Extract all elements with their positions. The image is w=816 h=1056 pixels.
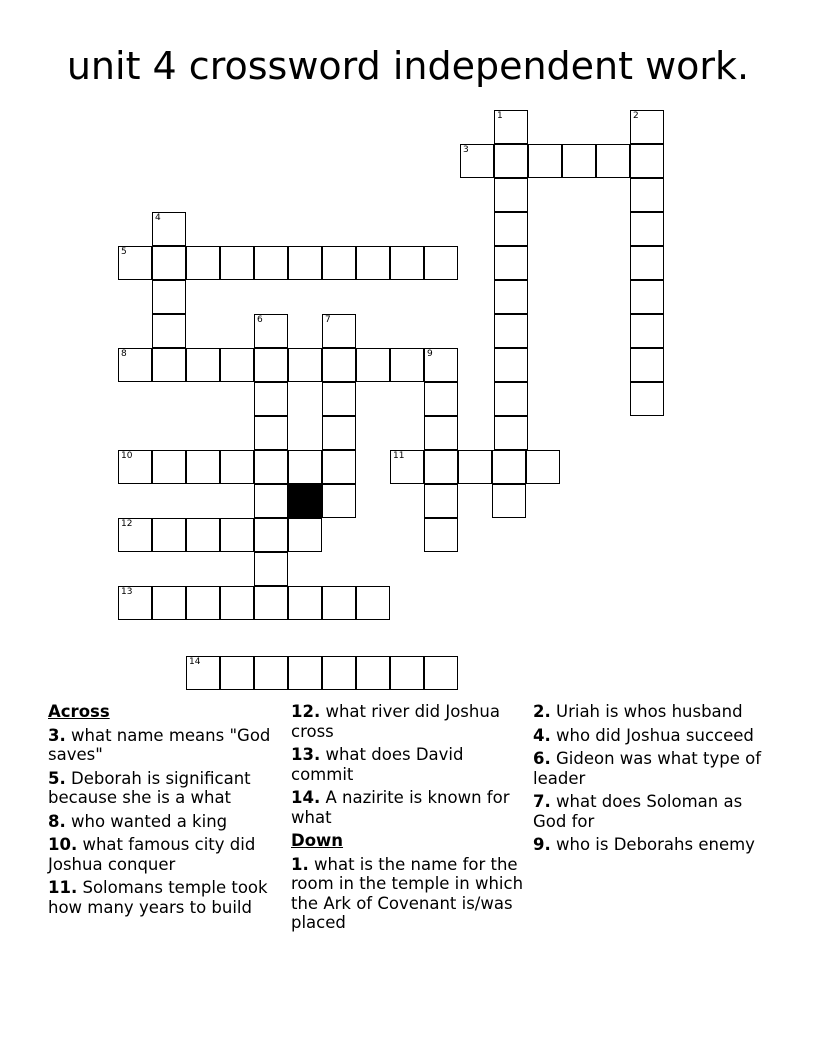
grid-cell[interactable] [254,552,288,586]
clue-number: 1 [497,111,503,121]
grid-cell[interactable] [220,348,254,382]
grid-cell[interactable] [152,586,186,620]
grid-cell[interactable] [630,348,664,382]
grid-cell[interactable] [220,450,254,484]
grid-cell[interactable] [322,656,356,690]
clue-across-14: 14. A nazirite is known for what [291,788,510,827]
clue-number: 12 [121,519,133,529]
clue-number: 2 [633,111,639,121]
grid-cell[interactable] [220,656,254,690]
grid-cell[interactable] [494,416,528,450]
grid-cell[interactable] [494,110,528,144]
clue-number: 7 [325,315,331,325]
grid-cell[interactable] [494,246,528,280]
clue-number: 4 [155,213,161,223]
grid-cell[interactable] [356,246,390,280]
clue-number: 9 [427,349,433,359]
grid-cell[interactable] [186,656,220,690]
grid-cell[interactable] [494,178,528,212]
grid-cell[interactable] [220,518,254,552]
grid-cell[interactable] [322,382,356,416]
grid-cell[interactable] [118,348,152,382]
grid-cell[interactable] [390,348,424,382]
clue-across-11: 11. Solomans temple took how many years to build [48,878,268,917]
grid-cell[interactable] [152,450,186,484]
grid-cell[interactable] [460,144,494,178]
grid-cell[interactable] [254,586,288,620]
grid-cell[interactable] [424,348,458,382]
clue-number: 6 [257,315,263,325]
grid-cell[interactable] [424,450,458,484]
grid-cell[interactable] [220,246,254,280]
clue-number: 11 [393,451,405,461]
grid-cell[interactable] [356,656,390,690]
clue-down-1: 1. what is the name for the room in the temple in which the Ark of Covenant is/was placed [291,854,524,932]
grid-cell[interactable] [492,484,526,518]
grid-cell[interactable] [424,656,458,690]
grid-cell[interactable] [152,212,186,246]
clue-down-7: 7. what does Soloman as God for [533,792,743,831]
grid-cell[interactable] [322,348,356,382]
grid-cell[interactable] [322,484,356,518]
grid-cell[interactable] [630,280,664,314]
grid-cell[interactable] [562,144,596,178]
grid-cell[interactable] [492,450,526,484]
grid-cell[interactable] [254,450,288,484]
grid-cell[interactable] [288,656,322,690]
clue-across-5: 5. Deborah is significant because she is a what [48,768,251,807]
grid-cell[interactable] [528,144,562,178]
grid-cell[interactable] [424,382,458,416]
grid-cell[interactable] [356,586,390,620]
grid-cell[interactable] [322,450,356,484]
grid-cell[interactable] [630,246,664,280]
grid-cell[interactable] [152,348,186,382]
clue-across-12: 12. what river did Joshua cross [291,702,500,741]
grid-cell[interactable] [494,382,528,416]
grid-cell[interactable] [118,450,152,484]
grid-cell[interactable] [494,280,528,314]
clue-number: 5 [121,247,127,257]
grid-cell[interactable] [390,246,424,280]
grid-cell[interactable] [458,450,492,484]
clue-column-left [48,702,284,921]
grid-cell[interactable] [186,348,220,382]
clue-down-2: 2. Uriah is whos husband [533,702,743,721]
grid-cell[interactable] [118,586,152,620]
down-heading: Down [291,831,344,850]
grid-cell[interactable] [630,212,664,246]
grid-cell[interactable] [424,484,458,518]
grid-cell[interactable] [186,518,220,552]
grid-cell[interactable] [152,314,186,348]
grid-cell[interactable] [254,246,288,280]
grid-cell[interactable] [186,246,220,280]
grid-cell[interactable] [254,314,288,348]
grid-cell[interactable] [118,246,152,280]
grid-cell[interactable] [322,314,356,348]
grid-cell[interactable] [494,212,528,246]
grid-cell[interactable] [152,518,186,552]
grid-cell[interactable] [424,518,458,552]
grid-cell[interactable] [118,518,152,552]
grid-cell[interactable] [630,382,664,416]
clue-number: 8 [121,349,127,359]
grid-cell[interactable] [288,348,322,382]
across-heading: Across [48,702,110,721]
grid-cell[interactable] [288,586,322,620]
clue-number: 14 [189,657,201,667]
clue-across-8: 8. who wanted a king [48,811,228,831]
clue-number: 3 [463,145,469,155]
grid-cell[interactable] [254,382,288,416]
grid-cell[interactable] [494,144,528,178]
grid-cell[interactable] [390,656,424,690]
grid-cell[interactable] [322,586,356,620]
clue-down-4: 4. who did Joshua succeed [533,725,754,745]
clue-number: 13 [121,587,133,597]
grid-cell[interactable] [288,246,322,280]
grid-block-cell [288,484,322,518]
grid-cell[interactable] [254,484,288,518]
grid-cell[interactable] [630,178,664,212]
grid-cell[interactable] [254,518,288,552]
clue-down-9: 9. who is Deborahs enemy [533,835,755,854]
grid-cell[interactable] [424,416,458,450]
grid-cell[interactable] [494,348,528,382]
grid-cell[interactable] [322,416,356,450]
page-title: unit 4 crossword independent work. [66,44,750,88]
clue-down-6: 6. Gideon was what type of leader [533,749,762,788]
grid-cell[interactable] [254,656,288,690]
grid-cell[interactable] [596,144,630,178]
clue-column-middle [291,702,527,937]
grid-cell[interactable] [152,246,186,280]
grid-cell[interactable] [526,450,560,484]
grid-cell[interactable] [356,348,390,382]
grid-cell[interactable] [186,450,220,484]
clue-across-3: 3. what name means "God saves" [48,725,271,764]
grid-cell[interactable] [254,416,288,450]
grid-cell[interactable] [390,450,424,484]
grid-cell[interactable] [254,348,288,382]
grid-cell[interactable] [494,314,528,348]
grid-cell[interactable] [630,144,664,178]
clue-across-13: 13. what does David commit [291,745,464,784]
grid-cell[interactable] [322,246,356,280]
grid-cell[interactable] [630,110,664,144]
grid-cell[interactable] [288,518,322,552]
grid-cell[interactable] [220,586,254,620]
clue-across-10: 10. what famous city did Joshua conquer [48,835,256,874]
grid-cell[interactable] [630,314,664,348]
grid-cell[interactable] [186,586,220,620]
grid-cell[interactable] [288,450,322,484]
clue-number: 10 [121,451,133,461]
clue-column-right [533,702,763,859]
grid-cell[interactable] [424,246,458,280]
grid-cell[interactable] [152,280,186,314]
